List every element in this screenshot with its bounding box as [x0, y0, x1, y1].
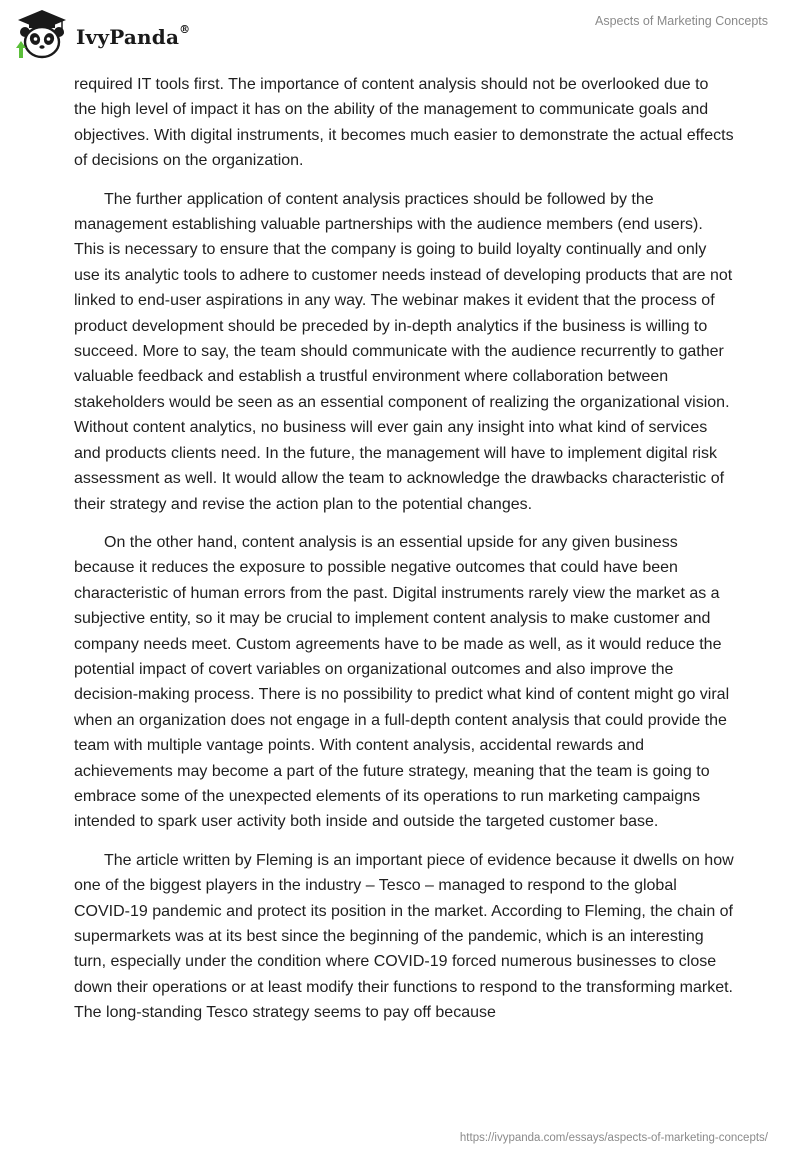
- essay-body: [74, 72, 734, 1039]
- paragraph: The further application of content analysis practices should be followed by the management establishing valuable partnerships with the audience members (end users). This is necessary to ensure that the company is going to build loyalty continually and only use its analytic tools to adhere to customer needs instead of developing products that are not linked to end-user aspirations in any way. The webinar makes it evident that the process of product development should be preceded by in-depth analytics if the business is willing to succeed. More to say, the team should communicate with the audience recurrently to gather valuable feedback and establish a trustful environment where collaboration between stakeholders would be seen as an essential component of realizing the organizational vision. Without content analytics, no business will ever gain any insight into what kind of services and products clients need. In the future, the management will have to implement digital risk assessment as well. It would allow the team to acknowledge the drawbacks characteristic of their strategy and revise the action plan to the potential changes.: [74, 190, 733, 513]
- brand-logo[interactable]: [16, 8, 190, 62]
- page-header: [0, 0, 800, 70]
- paragraph: On the other hand, content analysis is an essential upside for any given business because it reduces the exposure to possible negative outcomes that could have been characteristic of human errors from the past. Digital instruments rarely view the market as a subjective entity, so it may be crucial to implement content analysis to make customer and company needs meet. Custom agreements have to be made as well, as it would reduce the potential impact of covert variables on organizational outcomes and also improve the decision-making process. There is no possibility to predict what kind of content might go viral when an organization does not engage in a full-depth content analysis that could provide the team with multiple vantage points. With content analysis, accidental rewards and achievements may become a part of the future strategy, meaning that the team is going to embrace some of the unexpected elements of its operations to run marketing campaigns intended to spark user activity both inside and outside the targeted customer base.: [74, 533, 730, 831]
- brand-name: [76, 25, 190, 49]
- document-title: Aspects of Marketing Concepts: [595, 14, 768, 28]
- panda-logo-icon: [16, 8, 68, 62]
- paragraph: required IT tools first. The importance of content analysis should not be overlooked due to the high level of impact it has on the ability of the management to communicate goals and objectives. With digital instruments, it becomes much easier to demonstrate the actual effects of decisions on the organization.: [74, 76, 734, 170]
- paragraph: The article written by Fleming is an important piece of evidence because it dwells on how one of the biggest players in the industry – Tesco – managed to respond to the global COVID-19 pandemic and protect its position in the market. According to Fleming, the chain of supermarkets was at its best since the beginning of the pandemic, which is an interesting turn, especially under the condition where COVID-19 forced numerous businesses to close down their operations or at least modify their functions to respond to the transforming market. The long-standing Tesco strategy seems to pay off because: [74, 851, 734, 1022]
- registered-mark: ®: [179, 23, 191, 37]
- source-url[interactable]: https://ivypanda.com/essays/aspects-of-marketing-concepts/: [459, 1132, 768, 1144]
- brand-name-text: IvyPanda: [76, 25, 180, 49]
